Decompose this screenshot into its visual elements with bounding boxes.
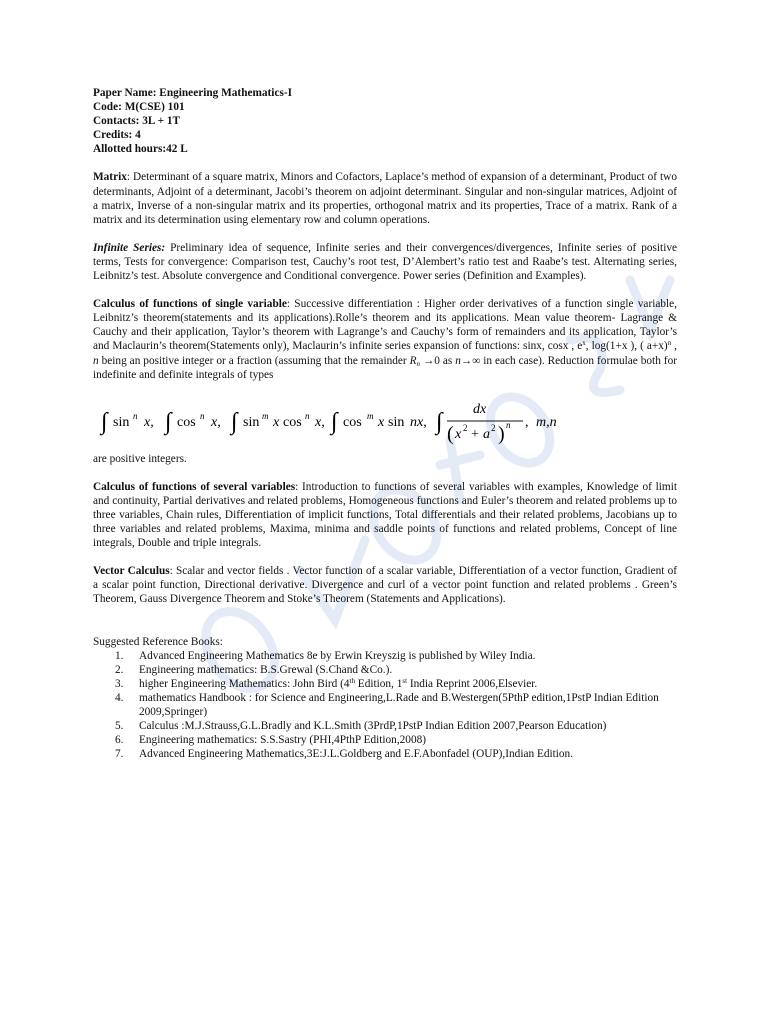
- reference-number: 2.: [115, 663, 124, 676]
- syllabus-page: [93, 86, 677, 761]
- denom-plus: +: [471, 426, 479, 442]
- x-4: x: [378, 414, 385, 430]
- single-variable-body-f: in each case). Reduction formulae both for indefinite and definite integrals of types: [93, 354, 677, 381]
- single-variable-title: Calculus of functions of single variable: [93, 298, 287, 311]
- integral-sign-2: ∫: [165, 408, 172, 435]
- reference-text: Calculus :M.J.Strauss,G.L.Bradly and K.L.Smith (3PrdP,1PstP Indian Edition 2007,Pearson Education): [139, 720, 607, 733]
- x-1: x,: [144, 414, 154, 430]
- single-variable-body-a: : Successive differentiation : Higher order derivatives of a function single variable, Leibnitz’s theorem(statements and its applications).Rolle’s theorem and its applications. Mean value theorem- Lagrange & Cauchy and their application, Taylor’s theorem with Lagrange’s and Cauchy’s form of remainders and its application, Taylor’s and Maclaurin’s theorem(Statements only), Maclaurin’s infinite series expansion of functions: sinx, cosx , e: [93, 298, 677, 353]
- several-variables-title: Calculus of functions of several variables: [93, 480, 296, 493]
- references-list: [93, 649, 677, 762]
- superscript-x: x: [582, 339, 586, 348]
- reference-item: [93, 691, 677, 719]
- left-paren: (: [447, 422, 454, 445]
- x-3a: x: [273, 414, 280, 430]
- exp-m-4: m: [367, 410, 374, 421]
- reference-text: mathematics Handbook : for Science and Engineering,L.Rade and B.Westergen(5PthP edition,1PstP Indian Edition 2009,Springer): [139, 691, 659, 718]
- reference-sup-th: th: [349, 676, 355, 685]
- matrix-section: [93, 170, 677, 226]
- reference-item: [93, 677, 677, 691]
- cos-4: cos: [343, 414, 362, 430]
- several-variables-section: [93, 480, 677, 550]
- right-paren: ): [498, 422, 505, 445]
- exp-n-2: n: [200, 410, 205, 421]
- paper-allotted-hours: Allotted hours:42 L: [93, 143, 188, 156]
- references-title: Suggested Reference Books:: [93, 635, 223, 648]
- paper-name: Paper Name: Engineering Mathematics-I: [93, 87, 293, 99]
- reference-item: [93, 719, 677, 733]
- reference-number: 3.: [115, 677, 124, 690]
- formula-comma: ,: [525, 414, 529, 430]
- infinite-series-section: [93, 241, 677, 283]
- reference-text: Engineering mathematics: S.S.Sastry (PHI,4PthP Edition,2008): [139, 734, 427, 747]
- reference-sup-st: st: [402, 676, 408, 685]
- sin-4: sin: [388, 414, 405, 430]
- infinite-series-title: Infinite Series:: [93, 241, 166, 254]
- superscript-n: n: [667, 339, 672, 348]
- sin-1: sin: [113, 414, 130, 430]
- reference-number: 6.: [115, 734, 124, 747]
- integral-formula: [93, 388, 677, 448]
- several-variables-body: : Introduction to functions of several variables with examples, Knowledge of limit and continuity, Partial derivatives and related problems, Homogeneous functions and Euler’s theorem and related problems up to three variables, Chain rules, Differentiation of implicit functions, Total differentials and their related problems, Jacobians up to three variables and related problems, Maxima, minima and saddle points of functions and related problems, Concept of line integrals, Double and triple integrals.: [93, 480, 677, 550]
- reference-item: [93, 733, 677, 747]
- remainder-symbol: R: [409, 354, 417, 367]
- reference-number: 7.: [115, 748, 124, 761]
- integral-sign-1: ∫: [101, 408, 108, 435]
- integral-sign-3: ∫: [231, 408, 238, 435]
- paper-credits: Credits: 4: [93, 129, 141, 142]
- remainder-subscript: n: [416, 359, 421, 368]
- vector-calculus-section: [93, 564, 677, 606]
- vector-calculus-title: Vector Calculus: [93, 565, 170, 578]
- exp-n-3: n: [305, 410, 310, 421]
- single-variable-body-e: →0 as: [420, 354, 456, 367]
- vector-calculus-body: : Scalar and vector fields . Vector function of a scalar variable, Differentiation of a vector function, Gradient of a scalar point function, Directional derivative. Divergence and curl of a vector point function and related problems . Green’s Theorem, Gauss Divergence Theorem and Stoke’s Theorem (Statements and Applications).: [93, 565, 677, 606]
- variable-n: n: [93, 354, 99, 367]
- reference-text: Engineering mathematics: B.S.Grewal (S.Chand &Co.).: [139, 663, 393, 676]
- exp-n-1: n: [133, 410, 138, 421]
- positive-integers-note: are positive integers.: [93, 452, 187, 465]
- dx: dx: [473, 401, 487, 417]
- integral-formula-svg: [93, 388, 677, 448]
- denom-x-squared: 2: [463, 422, 468, 433]
- reference-number: 4.: [115, 691, 124, 704]
- exp-m-3: m: [262, 410, 269, 421]
- reference-item: [93, 747, 677, 761]
- reference-text-a: higher Engineering Mathematics: John Bird (4: [139, 677, 350, 690]
- reference-text: Advanced Engineering Mathematics,3E:J.L.Goldberg and E.F.Abonfadel (OUP),Indian Edition.: [139, 748, 574, 761]
- integral-sign-4: ∫: [331, 408, 338, 435]
- paper-header: [93, 86, 677, 156]
- denom-x: x: [455, 426, 462, 442]
- integral-sign-5: ∫: [436, 408, 443, 435]
- reference-text-b: Edition, 1: [354, 677, 403, 690]
- infinite-series-body: Preliminary idea of sequence, Infinite series and their convergences/divergences, Infinite series of positive terms, Tests for convergence: Comparison test, Cauchy’s root test, D’Alembert’s ratio test and Raabe’s test. Alternating series, Leibnitz’s test. Absolute convergence and Conditional convergence. Power series (Definition and Examples).: [93, 241, 677, 283]
- single-variable-body-d: being an positive integer or a fraction (assuming that the remainder: [98, 354, 410, 367]
- reference-item: [93, 663, 677, 677]
- cos-2: cos: [177, 414, 196, 430]
- reference-text: Advanced Engineering Mathematics 8e by Erwin Kreyszig is published by Wiley India.: [139, 649, 536, 662]
- matrix-title: Matrix: [93, 171, 127, 184]
- single-variable-section: [93, 297, 677, 382]
- denom-a-squared: 2: [491, 422, 496, 433]
- paper-code: Code: M(CSE) 101: [93, 101, 185, 114]
- reference-number: 1.: [115, 649, 124, 662]
- denom-a: a: [483, 426, 490, 442]
- x-2: x,: [211, 414, 221, 430]
- reference-number: 5.: [115, 720, 124, 733]
- nx-4: nx,: [410, 414, 427, 430]
- x-3b: x,: [315, 414, 325, 430]
- matrix-body: : Determinant of a square matrix, Minors and Cofactors, Laplace’s method of expansion of a determinant, Product of two determinants, Adjoint of a determinant, Jacobi’s theorem on adjoint determinant. Singular and non-singular matrices, Adjoint of a matrix, Inverse of a non-singular matrix and its properties, orthogonal matrix and its properties, Trace of a matrix. Rank of a matrix and its determination using elementary row and column operations.: [93, 171, 677, 226]
- paper-contacts: Contacts: 3L + 1T: [93, 115, 181, 128]
- cos-3: cos: [283, 414, 302, 430]
- sin-3: sin: [243, 414, 260, 430]
- denom-exp-n: n: [506, 419, 511, 430]
- m-n: m,n: [536, 414, 557, 430]
- single-variable-body-c: ,: [671, 340, 677, 353]
- reference-item: [93, 649, 677, 663]
- n-limit: n→∞: [455, 354, 481, 367]
- single-variable-body-b: , log(1+x ), ( a+x): [585, 340, 668, 353]
- reference-text-c: India Reprint 2006,Elsevier.: [407, 677, 538, 690]
